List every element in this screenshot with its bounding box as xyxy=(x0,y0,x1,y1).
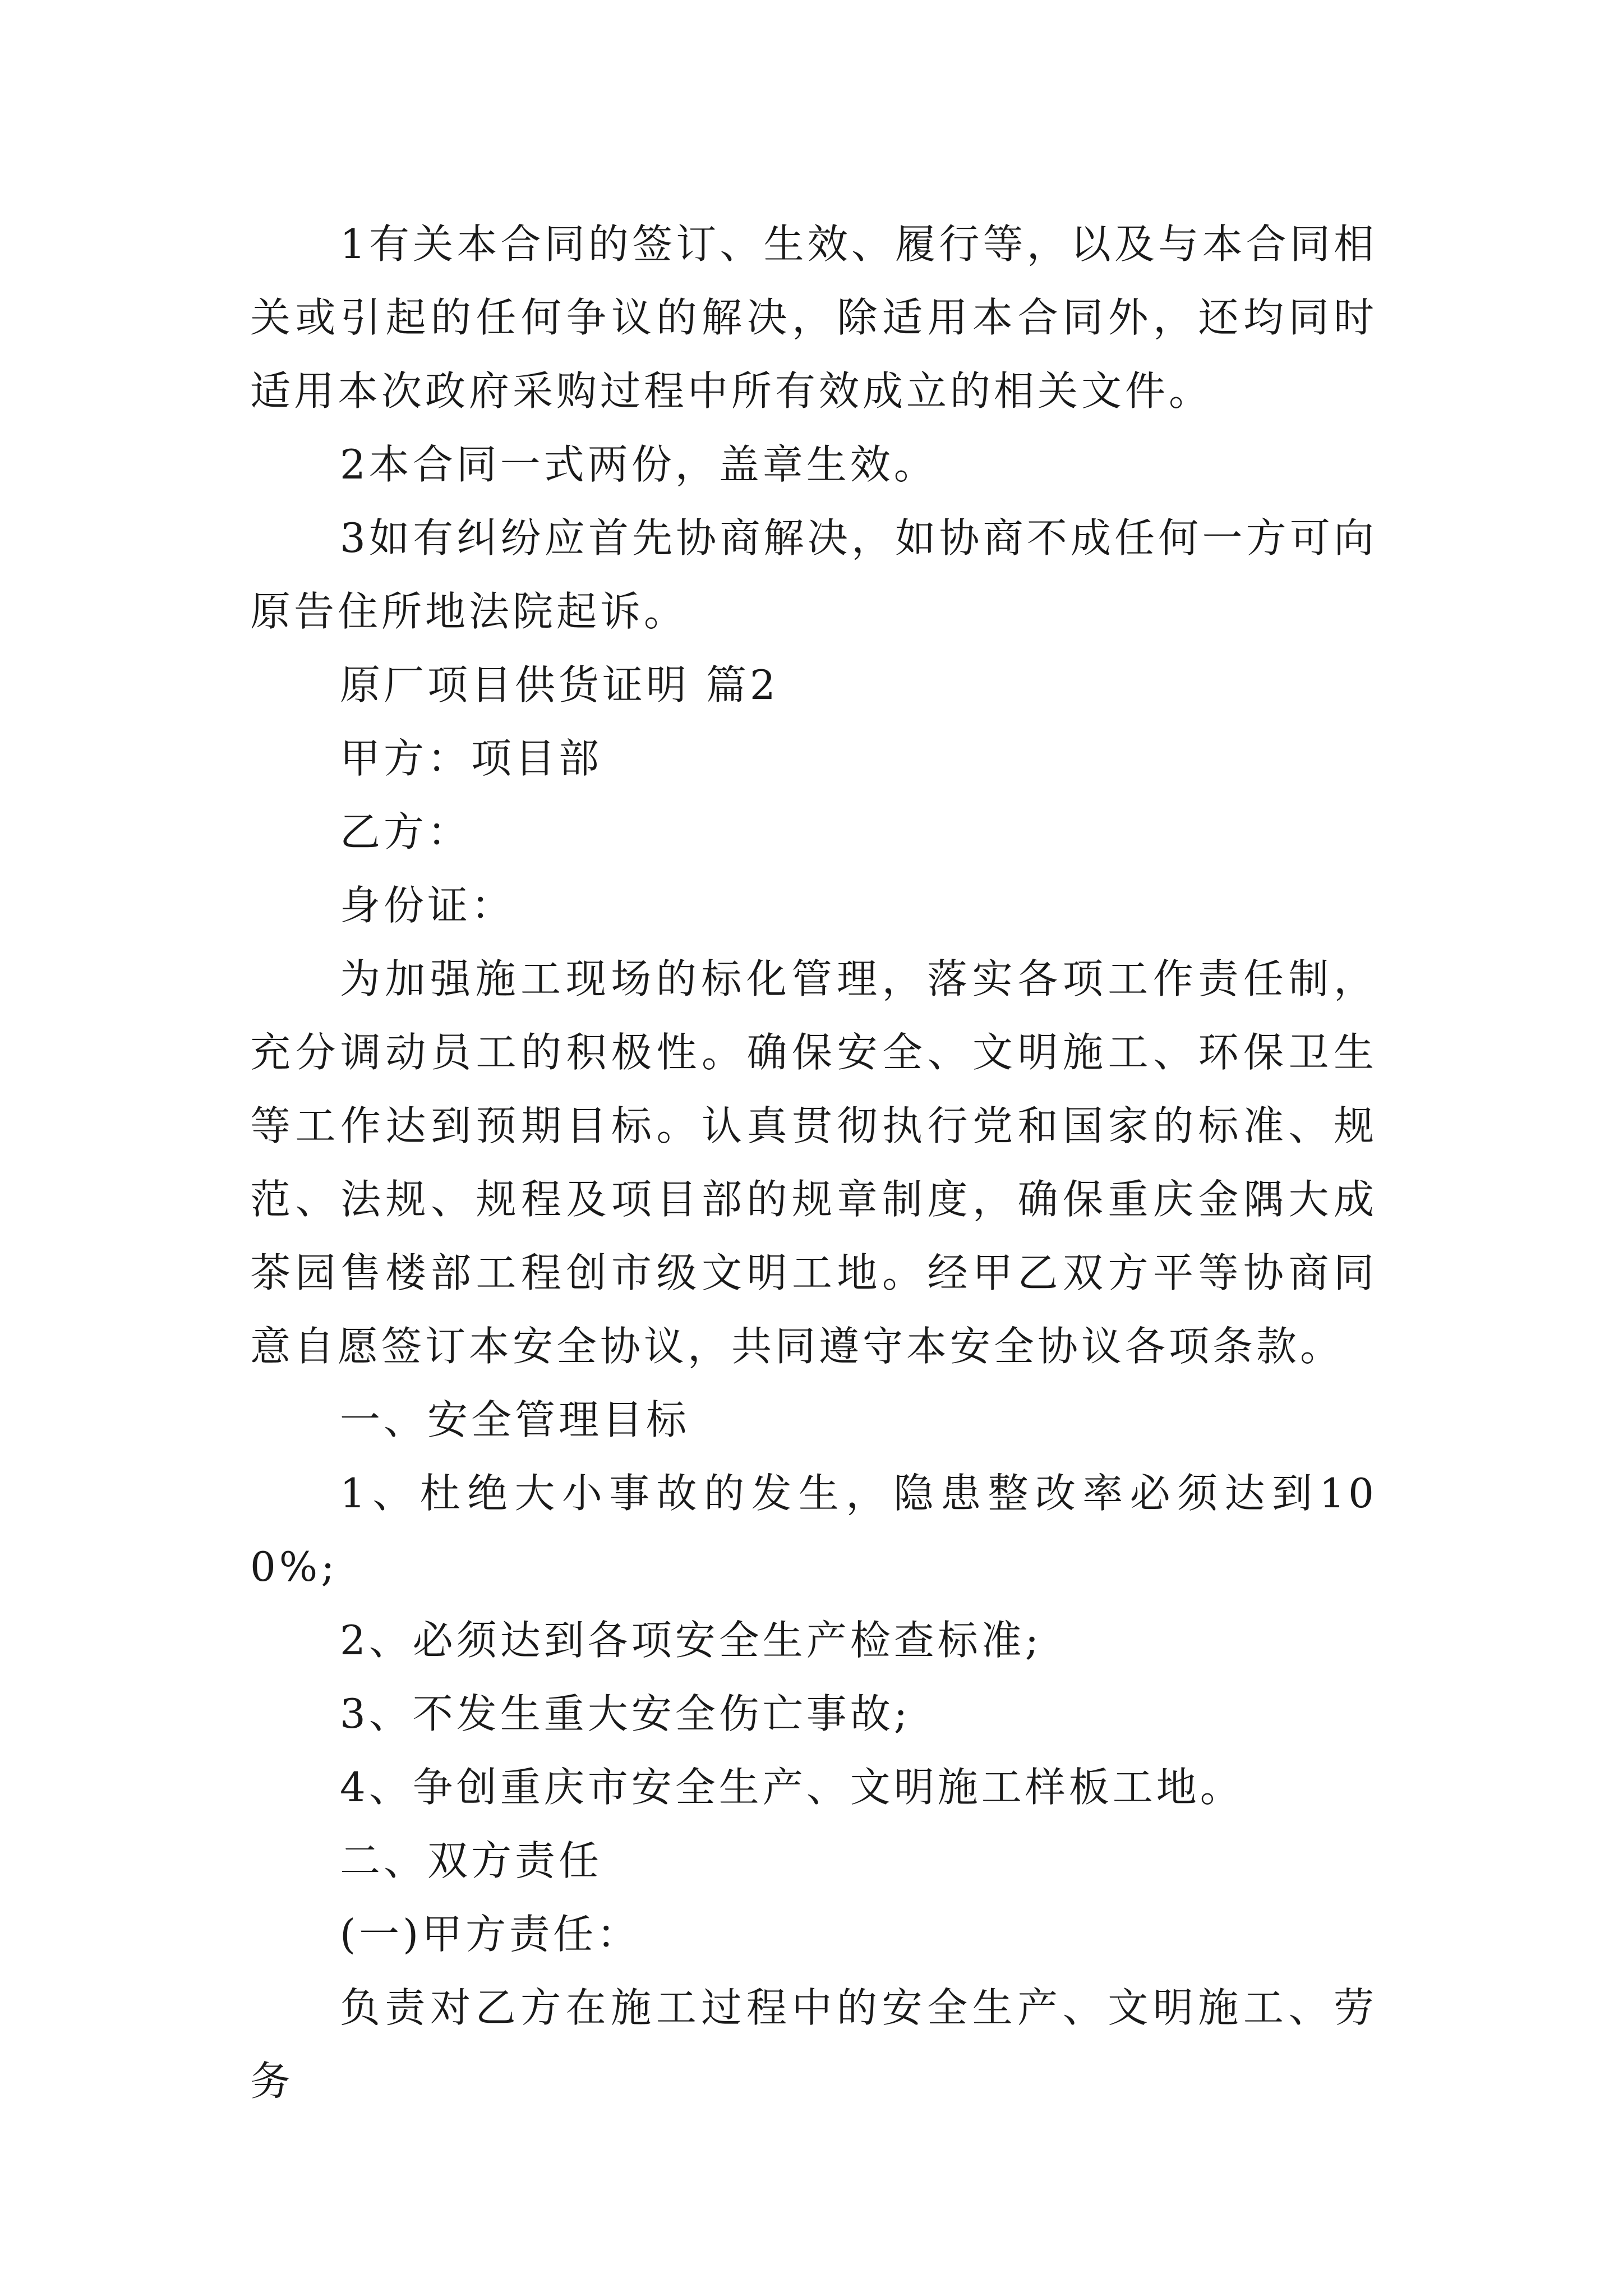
heading-responsibilities: 二、双方责任 xyxy=(340,1837,603,1884)
party-a-line: 甲方：项目部 xyxy=(340,735,603,782)
list-item-goal-1: 1、杜绝大小事故的发生，隐患整改率必须达到100%; xyxy=(250,1470,1377,1590)
party-b-line: 乙方： xyxy=(340,808,472,855)
document-body xyxy=(250,208,1377,2118)
list-item-goal-3: 3、不发生重大安全伤亡事故; xyxy=(340,1690,911,1737)
subheading-party-a-responsibility: (一)甲方责任： xyxy=(340,1911,641,1958)
paragraph-purpose: 为加强施工现场的标化管理，落实各项工作责任制，充分调动员工的积极性。确保安全、文明施工、环保卫生等工作达到预期目标。认真贯彻执行党和国家的标准、规范、法规、规程及项目部的规章制度，确保重庆金隅大成茶园售楼部工程创市级文明工地。经甲乙双方平等协商同意自愿签订本安全协议，共同遵守本安全协议各项条款。 xyxy=(250,955,1377,1370)
heading-safety-goals: 一、安全管理目标 xyxy=(340,1396,690,1443)
paragraph-contract-clause-2: 2本合同一式两份，盖章生效。 xyxy=(340,441,938,488)
paragraph-contract-clause-1: 1有关本合同的签订、生效、履行等，以及与本合同相关或引起的任何争议的解决，除适用本合同外，还均同时适用本次政府采购过程中所有效成立的相关文件。 xyxy=(250,220,1377,415)
section-title: 原厂项目供货证明 篇2 xyxy=(340,661,779,708)
paragraph-contract-clause-3: 3如有纠纷应首先协商解决，如协商不成任何一方可向原告住所地法院起诉。 xyxy=(250,514,1377,635)
paragraph-party-a-duties: 负责对乙方在施工过程中的安全生产、文明施工、劳务 xyxy=(250,1984,1377,2105)
list-item-goal-4: 4、争创重庆市安全生产、文明施工样板工地。 xyxy=(340,1764,1244,1811)
list-item-goal-2: 2、必须达到各项安全生产检查标准; xyxy=(340,1617,1043,1664)
id-card-line: 身份证： xyxy=(340,882,515,929)
